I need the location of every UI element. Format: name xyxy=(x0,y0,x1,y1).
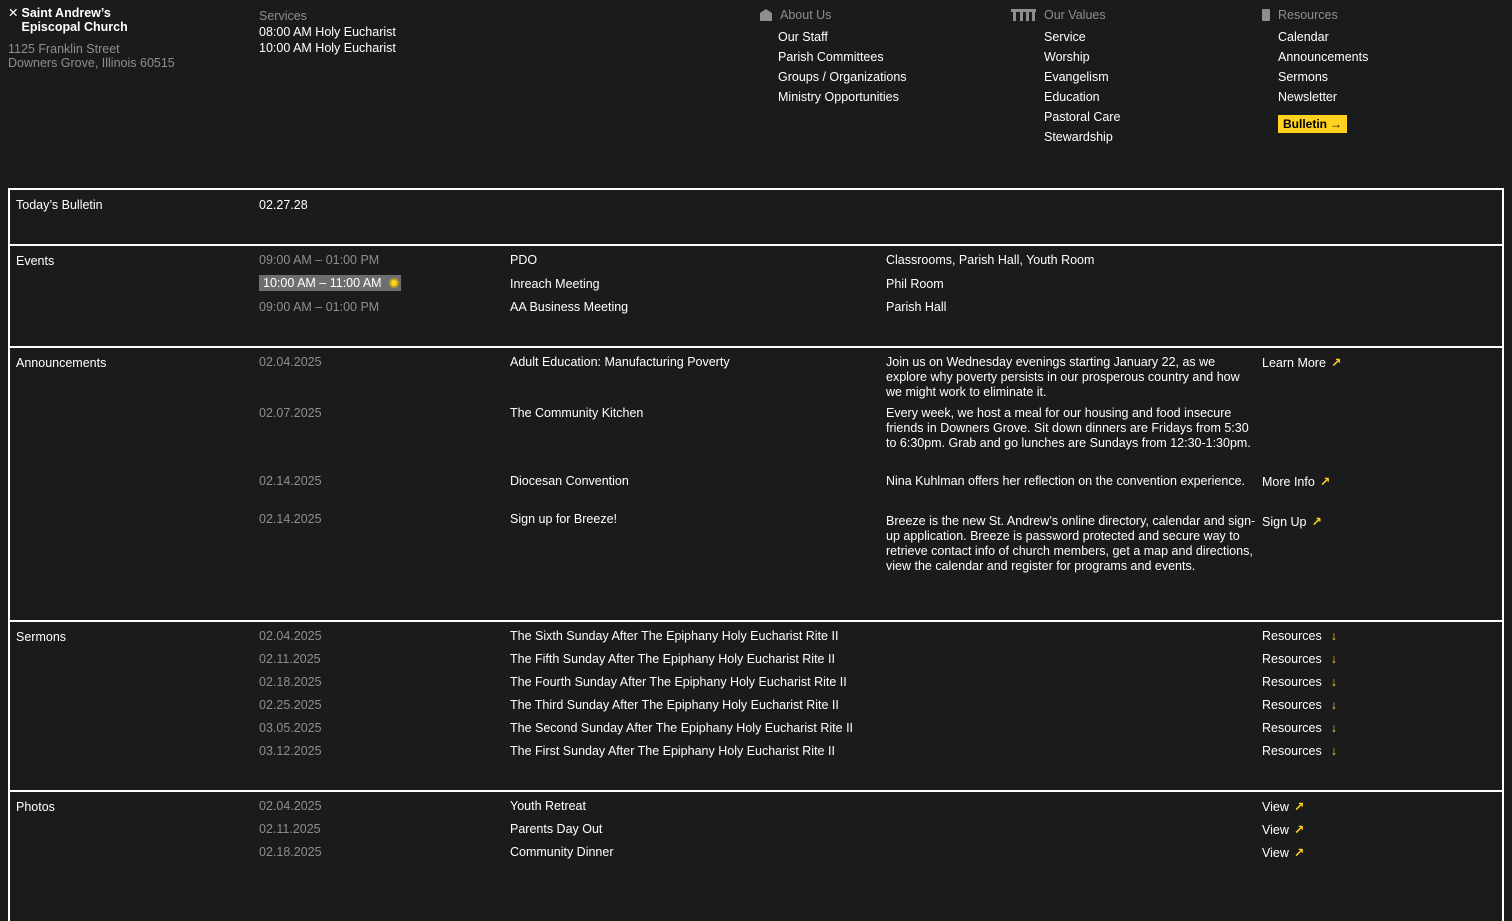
external-link-icon: ↗ xyxy=(1293,823,1305,837)
nav-item-ministry-opportunities[interactable]: Ministry Opportunities xyxy=(778,90,899,104)
brand-title[interactable] xyxy=(8,6,175,34)
nav-values-label: Our Values xyxy=(1044,8,1106,22)
sermon-title: The Fourth Sunday After The Epiphany Holy Eucharist Rite II xyxy=(510,675,847,689)
photo-view-link[interactable] xyxy=(1262,799,1304,814)
sermon-date: 02.11.2025 xyxy=(259,652,321,666)
sermon-date: 02.18.2025 xyxy=(259,675,322,689)
nav-values-items xyxy=(1044,27,1120,147)
services-label: Services xyxy=(259,9,307,23)
link-label: Resources xyxy=(1262,744,1322,758)
section-label-announcements: Announcements xyxy=(16,356,107,370)
event-time-highlight xyxy=(259,275,401,291)
photo-title: Community Dinner xyxy=(510,845,614,859)
announcement-date: 02.07.2025 xyxy=(259,406,322,420)
sign-up-link[interactable] xyxy=(1262,514,1322,529)
announcement-title: The Community Kitchen xyxy=(510,406,644,420)
sermon-title: The Third Sunday After The Epiphany Holy Eucharist Rite II xyxy=(510,698,839,712)
section-todays-bulletin xyxy=(10,190,1502,246)
nav-item-announcements[interactable]: Announcements xyxy=(1278,50,1369,64)
event-time: 09:00 AM – 01:00 PM xyxy=(259,253,380,267)
nav-item-evangelism[interactable]: Evangelism xyxy=(1044,70,1109,84)
announcement-title: Adult Education: Manufacturing Poverty xyxy=(510,355,730,369)
event-location: Parish Hall xyxy=(886,300,947,314)
current-event-badge xyxy=(259,275,401,291)
nav-about xyxy=(760,7,907,107)
sermon-title: The Second Sunday After The Epiphany Holy Eucharist Rite II xyxy=(510,721,854,735)
announcement-desc: Join us on Wednesday evenings starting January 22, as we explore why poverty persists in our prosperous country and how we might work to eliminate it. xyxy=(886,355,1240,399)
nav-values-header[interactable] xyxy=(1011,7,1120,23)
nav-item-service[interactable]: Service xyxy=(1044,30,1086,44)
brand-name-line1: Saint Andrew’s xyxy=(21,6,111,20)
live-indicator-icon xyxy=(391,280,397,286)
link-label: More Info xyxy=(1262,474,1315,489)
arrow-right-icon: → xyxy=(1330,117,1342,131)
external-link-icon: ↗ xyxy=(1319,475,1331,489)
nav-item-education[interactable]: Education xyxy=(1044,90,1100,104)
external-link-icon: ↗ xyxy=(1330,356,1342,370)
event-time: 09:00 AM – 01:00 PM xyxy=(259,300,380,314)
sermon-resources-link[interactable] xyxy=(1262,698,1337,712)
brand-address xyxy=(8,42,175,70)
sermon-title: The First Sunday After The Epiphany Holy Eucharist Rite II xyxy=(510,744,835,758)
bulletin-button-label: Bulletin xyxy=(1283,117,1327,131)
link-label: Resources xyxy=(1262,652,1322,666)
sermon-resources-link[interactable] xyxy=(1262,675,1337,689)
link-label: View xyxy=(1262,822,1289,837)
section-sermons xyxy=(10,622,1502,792)
event-location: Phil Room xyxy=(886,277,944,291)
sermon-resources-link[interactable] xyxy=(1262,744,1337,758)
announcement-desc: Nina Kuhlman offers her reflection on the convention experience. xyxy=(886,474,1246,488)
event-title: PDO xyxy=(510,253,538,267)
link-label: Resources xyxy=(1262,629,1322,643)
sermon-date: 03.12.2025 xyxy=(259,744,322,758)
announcement-date: 02.04.2025 xyxy=(259,355,322,369)
nav-about-items xyxy=(778,27,907,107)
sermon-resources-link[interactable] xyxy=(1262,721,1337,735)
sermon-date: 02.04.2025 xyxy=(259,629,322,643)
link-label: Resources xyxy=(1262,721,1322,735)
nav-resources-items xyxy=(1278,27,1368,133)
section-photos xyxy=(10,792,1502,921)
bulletin-date: 02.27.28 xyxy=(259,198,308,212)
link-label: Resources xyxy=(1262,675,1322,689)
sermon-date: 02.25.2025 xyxy=(259,698,322,712)
download-icon: ↓ xyxy=(1330,652,1337,666)
section-label-bulletin: Today’s Bulletin xyxy=(16,198,103,212)
external-link-icon: ↗ xyxy=(1293,800,1305,814)
section-announcements xyxy=(10,348,1502,622)
service-time-1: 08:00 AM Holy Eucharist xyxy=(259,25,396,39)
bulletin-button[interactable] xyxy=(1278,115,1347,133)
announcement-desc: Every week, we host a meal for our housing and food insecure friends in Downers Grove. Sit down dinners are Fridays from 5:30 to 6:30pm. Grab and go lunches are Sundays from 12:30-1:30pm. xyxy=(886,406,1251,450)
nav-item-parish-committees[interactable]: Parish Committees xyxy=(778,50,884,64)
download-icon: ↓ xyxy=(1330,721,1337,735)
brand xyxy=(8,6,175,70)
announcement-desc: Breeze is the new St. Andrew’s online directory, calendar and sign-up application. Breeze is password protected and secure way to retrieve contact info of church members, get a map and directions, view the calendar and register for programs and events. xyxy=(886,514,1256,573)
nav-item-groups-organizations[interactable]: Groups / Organizations xyxy=(778,70,907,84)
link-label: Learn More xyxy=(1262,355,1326,370)
photo-date: 02.04.2025 xyxy=(259,799,322,813)
event-time: 10:00 AM – 11:00 AM xyxy=(263,276,382,290)
close-icon[interactable]: ✕ xyxy=(8,6,19,20)
bulletin-board xyxy=(8,188,1504,921)
photo-view-link[interactable] xyxy=(1262,845,1304,860)
section-label-photos: Photos xyxy=(16,800,55,814)
nav-item-newsletter[interactable]: Newsletter xyxy=(1278,90,1338,104)
photo-title: Parents Day Out xyxy=(510,822,603,836)
section-label-events: Events xyxy=(16,254,55,268)
link-label: Sign Up xyxy=(1262,514,1307,529)
download-icon: ↓ xyxy=(1330,698,1337,712)
link-label: View xyxy=(1262,799,1289,814)
nav-resources xyxy=(1262,7,1368,133)
announcement-title: Sign up for Breeze! xyxy=(510,512,618,526)
nav-item-calendar[interactable]: Calendar xyxy=(1278,30,1329,44)
nav-item-stewardship[interactable]: Stewardship xyxy=(1044,130,1113,144)
nav-item-pastoral-care[interactable]: Pastoral Care xyxy=(1044,110,1121,124)
event-title: AA Business Meeting xyxy=(510,300,629,314)
brand-name-line2: Episcopal Church xyxy=(21,20,128,34)
address-line1: 1125 Franklin Street xyxy=(8,42,120,56)
nav-item-our-staff[interactable]: Our Staff xyxy=(778,30,828,44)
event-location: Classrooms, Parish Hall, Youth Room xyxy=(886,253,1095,267)
photo-date: 02.11.2025 xyxy=(259,822,321,836)
fence-icon xyxy=(1011,9,1038,21)
sermon-resources-link[interactable] xyxy=(1262,629,1337,643)
announcement-date: 02.14.2025 xyxy=(259,474,322,488)
photo-view-link[interactable] xyxy=(1262,822,1304,837)
sermon-resources-link[interactable] xyxy=(1262,652,1337,666)
download-icon: ↓ xyxy=(1330,744,1337,758)
book-icon xyxy=(1262,9,1272,21)
nav-resources-header[interactable] xyxy=(1262,7,1368,23)
event-title: Inreach Meeting xyxy=(510,277,600,291)
nav-about-label: About Us xyxy=(780,8,832,22)
download-icon: ↓ xyxy=(1330,675,1337,689)
sermon-title: The Sixth Sunday After The Epiphany Holy Eucharist Rite II xyxy=(510,629,839,643)
link-label: Resources xyxy=(1262,698,1322,712)
more-info-link[interactable] xyxy=(1262,474,1330,489)
nav-about-header[interactable] xyxy=(760,7,907,23)
church-icon xyxy=(760,9,774,21)
service-time-2: 10:00 AM Holy Eucharist xyxy=(259,41,396,55)
nav-resources-label: Resources xyxy=(1278,8,1338,22)
external-link-icon: ↗ xyxy=(1311,515,1322,529)
sermon-date: 03.05.2025 xyxy=(259,721,322,735)
learn-more-link[interactable] xyxy=(1262,355,1341,370)
nav-item-worship[interactable]: Worship xyxy=(1044,50,1090,64)
photo-title: Youth Retreat xyxy=(510,799,586,813)
address-line2: Downers Grove, Illinois 60515 xyxy=(8,56,175,70)
download-icon: ↓ xyxy=(1330,629,1337,643)
nav-item-sermons[interactable]: Sermons xyxy=(1278,70,1329,84)
section-events xyxy=(10,246,1502,348)
sermon-title: The Fifth Sunday After The Epiphany Holy Eucharist Rite II xyxy=(510,652,835,666)
announcement-title: Diocesan Convention xyxy=(510,474,629,488)
photo-date: 02.18.2025 xyxy=(259,845,322,859)
announcement-date: 02.14.2025 xyxy=(259,512,322,526)
link-label: View xyxy=(1262,845,1289,860)
section-label-sermons: Sermons xyxy=(16,630,67,644)
nav-values xyxy=(1011,7,1120,147)
external-link-icon: ↗ xyxy=(1293,846,1305,860)
services xyxy=(259,8,396,56)
